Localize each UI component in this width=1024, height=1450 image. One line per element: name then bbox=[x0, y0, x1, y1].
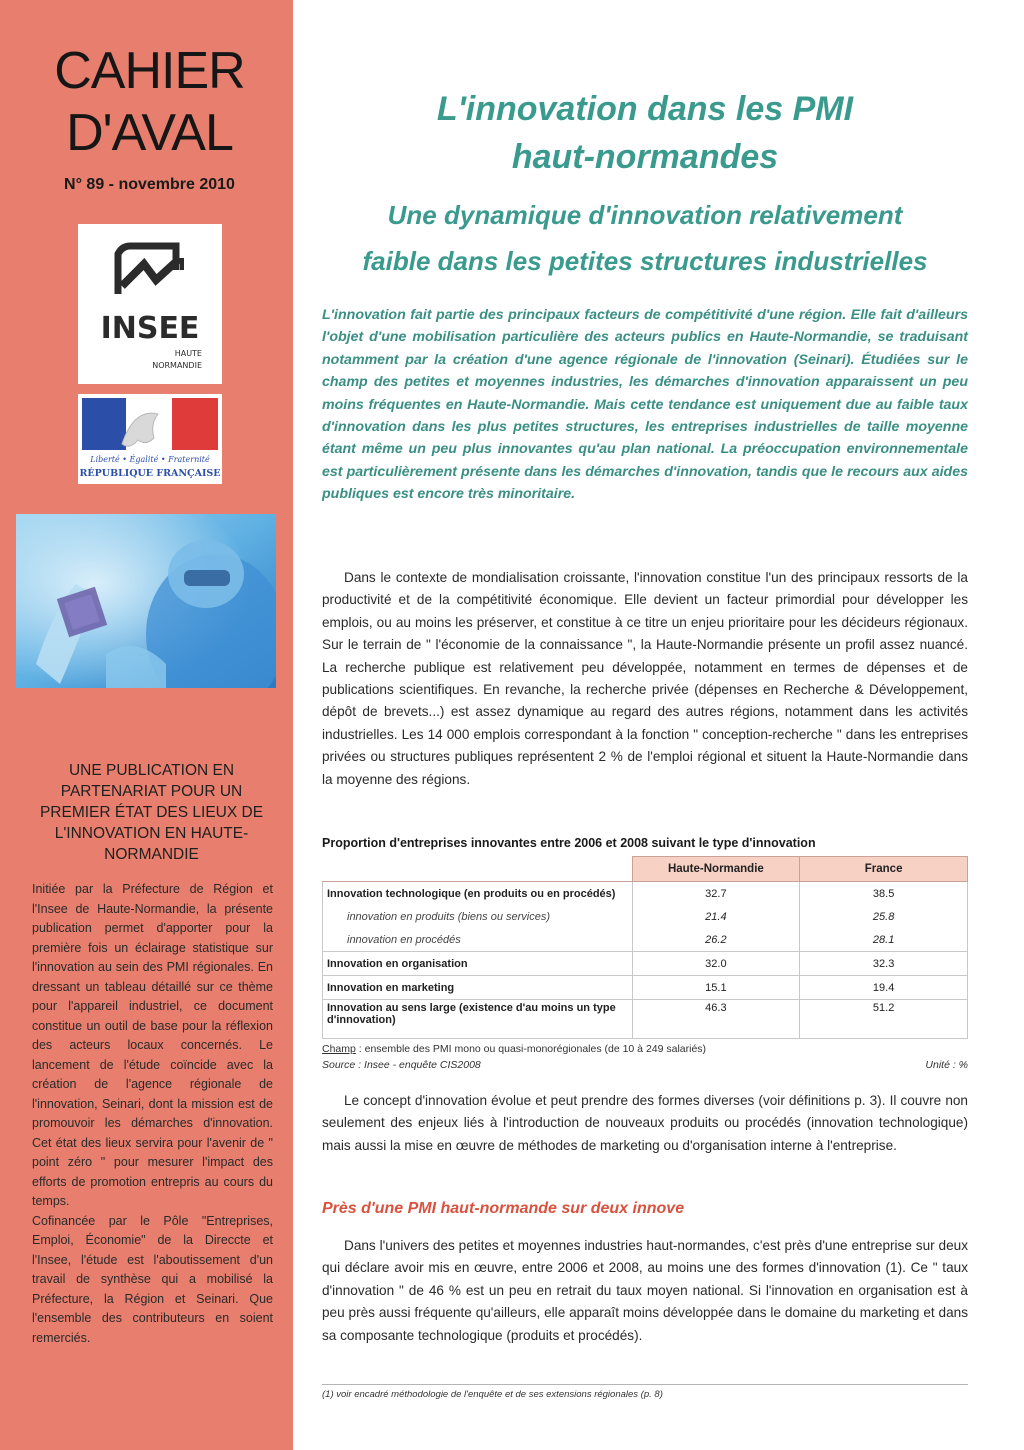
table-caption: Proportion d'entreprises innovantes entre 2006 et 2008 suivant le type d'innovation bbox=[322, 836, 816, 850]
row-label: innovation en produits (biens ou services) bbox=[323, 905, 633, 928]
rf-motto: Liberté • Égalité • Fraternité bbox=[90, 455, 210, 464]
body-paragraph-2-text: Le concept d'innovation évolue et peut prendre des formes diverses (voir définitions p. 3). Il couvre non seulement des enjeux liés à l'introduction de nouveaux produits ou procédés (innovation technologique) mais aussi la mise en œuvre de méthodes de marketing ou d'organisation interne à l'entreprise. bbox=[322, 1093, 968, 1153]
cell-hn: 15.1 bbox=[632, 976, 800, 1000]
table-header-hn: Haute-Normandie bbox=[632, 857, 800, 882]
table-unit: Unité : % bbox=[925, 1059, 968, 1071]
innovation-table bbox=[322, 856, 968, 1039]
cell-hn: 46.3 bbox=[632, 1000, 800, 1039]
publication-title-line2: D'AVAL bbox=[66, 104, 233, 162]
issue-number: N° 89 - novembre 2010 bbox=[64, 176, 235, 193]
sidebar-paragraph-2: Cofinancée par le Pôle "Entreprises, Emploi, Économie" de la Direccte et l'Insee, l'étude est l'aboutissement d'un travail de synthèse qui a mobilisé la Préfecture, la Région et Seinari. Que l'ensemble des contributeurs en soient remerciés. bbox=[32, 1213, 273, 1345]
sidebar-paragraph-1: Initiée par la Préfecture de Région et l'Insee de Haute-Normandie, la présente publication permet d'apporter pour la première fois un éclairage statistique sur l'innovation au sein des PMI régionales. En dressant un tableau détaillé sur ce thème pour l'appareil industriel, ce document constitue un outil de base pour la réflexion des acteurs locaux concernés. Le lancement de l'étude coïncide avec la création de l'agence régionale de l'innovation, Seinari, dont la mission est de promouvoir les démarches d'innovation. Cet état des lieux servira pour l'avenir de " point zéro " pour mesurer l'impact des efforts de promotion entrepris au cours du temps. bbox=[32, 882, 273, 1208]
publication-title bbox=[28, 40, 271, 164]
article-title-line2: haut-normandes bbox=[511, 138, 779, 176]
row-label: innovation en procédés bbox=[323, 928, 633, 952]
insee-logo-sub1: HAUTE bbox=[174, 349, 202, 358]
table-row bbox=[323, 905, 968, 928]
table-header-blank bbox=[323, 857, 633, 882]
lab-photo bbox=[16, 514, 276, 688]
cell-fr: 28.1 bbox=[800, 928, 968, 952]
cell-hn: 21.4 bbox=[632, 905, 800, 928]
table-header-fr: France bbox=[800, 857, 968, 882]
article-title-line1: L'innovation dans les PMI bbox=[436, 90, 854, 128]
rf-name: RÉPUBLIQUE FRANÇAISE bbox=[79, 468, 221, 479]
row-label: Innovation en marketing bbox=[323, 976, 633, 1000]
article-subtitle-line2: faible dans les petites structures industrielles bbox=[362, 246, 928, 276]
table-header-row bbox=[323, 857, 968, 882]
cell-fr: 32.3 bbox=[800, 952, 968, 976]
cell-fr: 51.2 bbox=[800, 1000, 968, 1039]
table-scope-text: : ensemble des PMI mono ou quasi-monorégionales (de 10 à 249 salariés) bbox=[355, 1043, 707, 1055]
row-label: Innovation technologique (en produits ou en procédés) bbox=[323, 882, 633, 906]
table-scope-label: Champ bbox=[322, 1043, 356, 1055]
table-scope-note bbox=[322, 1043, 968, 1055]
insee-logo bbox=[78, 224, 222, 384]
table-source: Source : Insee - enquête CIS2008 bbox=[322, 1059, 481, 1071]
body-paragraph-3-text: Dans l'univers des petites et moyennes industries haut-normandes, c'est près d'une entreprise sur deux qui déclare avoir mis en œuvre, entre 2006 et 2008, au moins une des formes d'innovation (1). Ce " taux d'innovation " de 46 % est un peu en retrait du taux moyen national. Si l'innovation en organisation est à peu près aussi fréquente qu'ailleurs, elle apparaît moins développée dans le domaine du marketing et dans sa composante technologique (produits et procédés). bbox=[322, 1238, 968, 1343]
body-paragraph-3 bbox=[322, 1235, 968, 1347]
sidebar-text bbox=[32, 880, 273, 1348]
cell-hn: 32.7 bbox=[632, 882, 800, 906]
footnote: (1) voir encadré méthodologie de l'enquête et de ses extensions régionales (p. 8) bbox=[322, 1389, 663, 1400]
body-paragraph-1-text: Dans le contexte de mondialisation croissante, l'innovation constitue l'un des principaux ressorts de la productivité et de la compétitivité économique. Elle devient un facteur primordial pour développer les emplois, ou au moins les préserver, et constitue à ce titre un enjeu prioritaire pour les décideurs régionaux. Sur le terrain de " l'économie de la connaissance ", la Haute-Normandie présente un profil assez nuancé. La recherche publique est relativement peu développée, notamment en termes de dépenses et de publications scientifiques. En revanche, la recherche privée (dépenses en Recherche & Développement, dépôt de brevets...) est assez dynamique au regard des autres régions, notamment dans les activités industrielles. Les 14 000 emplois correspondant à la fonction " conception-recherche " dans les entreprises privées ou structures publiques représentent 2 % de l'emploi régional et situent la Haute-Normandie dans la moyenne des régions. bbox=[322, 570, 968, 787]
body-paragraph-1 bbox=[322, 567, 968, 791]
sidebar-heading: UNE PUBLICATION EN PARTENARIAT POUR UN PREMIER ÉTAT DES LIEUX DE L'INNOVATION EN HAUTE-NORMANDIE bbox=[39, 762, 264, 863]
table-row bbox=[323, 1000, 968, 1039]
table-row bbox=[323, 952, 968, 976]
footnote-divider bbox=[322, 1384, 968, 1385]
article-title bbox=[322, 85, 968, 181]
cell-fr: 19.4 bbox=[800, 976, 968, 1000]
article-subtitle-line1: Une dynamique d'innovation relativement bbox=[387, 200, 903, 230]
republique-francaise-logo bbox=[78, 394, 222, 484]
insee-logo-sub2: NORMANDIE bbox=[152, 361, 202, 370]
table-row bbox=[323, 882, 968, 906]
intro-paragraph: L'innovation fait partie des principaux facteurs de compétitivité d'une région. Elle fait d'ailleurs l'objet d'une mobilisation particulière des acteurs publics en Haute-Normandie, se traduisant notamment par la création d'une agence régionale de l'innovation (Seinari). Étudiées sur le champ des petites et moyennes industries, les démarches d'innovation apparaissent un peu moins fréquentes en Haute-Normandie. Mais cette tendance est uniquement due au faible taux d'innovation dans les plus petites structures, les entreprises industrielles de taille moyenne étant même un peu plus innovantes qu'au plan national. La préoccupation environnementale est particulièrement présente dans les démarches d'innovation, tandis que le recours aux aides publiques est encore très minoritaire. bbox=[322, 307, 968, 503]
article-subtitle bbox=[322, 192, 968, 284]
insee-logo-text: INSEE bbox=[100, 311, 200, 346]
table-row bbox=[323, 928, 968, 952]
publication-title-line1: CAHIER bbox=[54, 42, 245, 100]
body-paragraph-2 bbox=[322, 1090, 968, 1157]
cell-fr: 25.8 bbox=[800, 905, 968, 928]
cell-fr: 38.5 bbox=[800, 882, 968, 906]
row-label: Innovation au sens large (existence d'au moins un type d'innovation) bbox=[323, 1000, 633, 1039]
cell-hn: 32.0 bbox=[632, 952, 800, 976]
cell-hn: 26.2 bbox=[632, 928, 800, 952]
section-heading: Près d'une PMI haut-normande sur deux innove bbox=[322, 1200, 685, 1217]
table-row bbox=[323, 976, 968, 1000]
row-label: Innovation en organisation bbox=[323, 952, 633, 976]
